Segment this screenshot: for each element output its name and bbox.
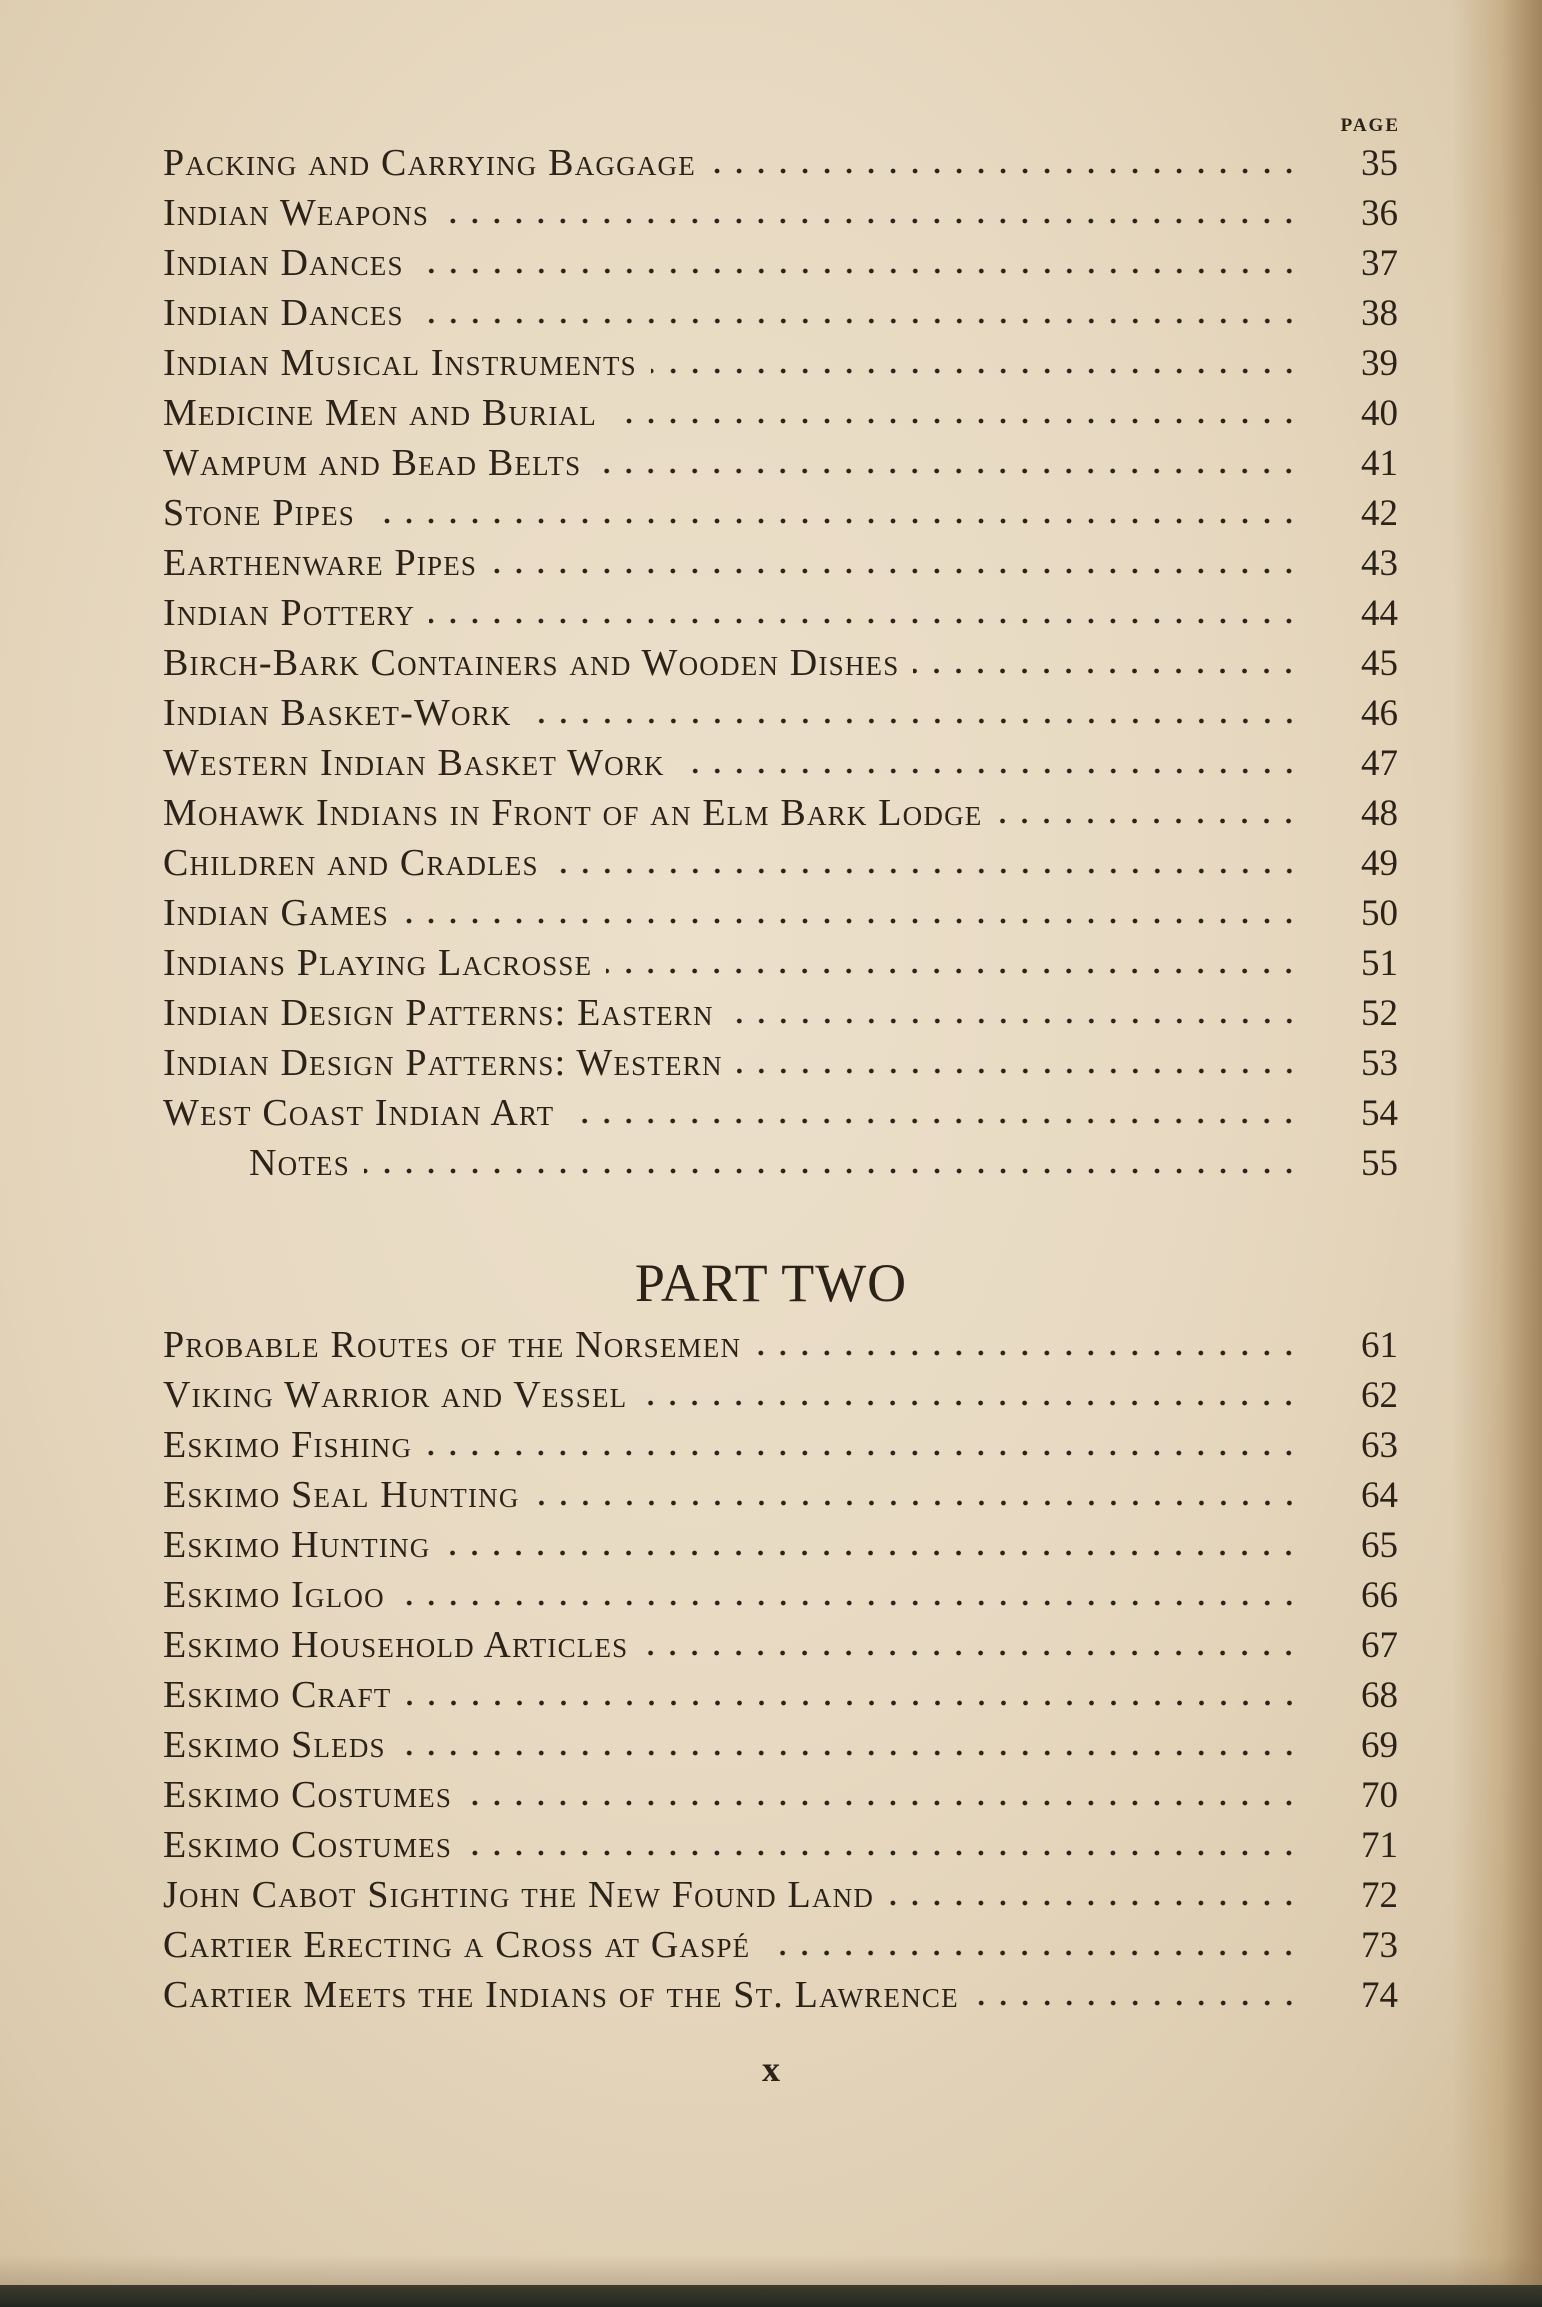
toc-entry: [163, 1520, 1398, 1570]
toc-entry-title: Eskimo Igloo: [163, 1574, 385, 1616]
dot-leader: [641, 1398, 1300, 1408]
toc-entry: [163, 1138, 1398, 1188]
dot-leader: [429, 616, 1300, 626]
dot-leader: [418, 266, 1300, 276]
toc-entry: [163, 138, 1398, 188]
toc-entry-page-number: 35: [1361, 143, 1398, 184]
dot-leader: [399, 1598, 1300, 1608]
toc-entry-title: Packing and Carrying Baggage: [163, 142, 696, 184]
dot-leader: [973, 1998, 1300, 2008]
dot-leader: [406, 1698, 1301, 1708]
toc-entry-page-number: 54: [1361, 1093, 1398, 1134]
toc-entry-page-number: 41: [1361, 443, 1398, 484]
dot-leader: [888, 1898, 1300, 1908]
toc-entry-page-number: 42: [1361, 493, 1398, 534]
toc-entry-page-number: 39: [1361, 343, 1398, 384]
toc-entry-page-number: 53: [1361, 1043, 1398, 1084]
toc-entry-title: Eskimo Sleds: [163, 1724, 386, 1766]
dot-leader: [526, 716, 1300, 726]
page-edge-shadow: [1452, 0, 1542, 2307]
toc-entry-title: Indian Dances: [163, 242, 404, 284]
toc-entry-title: Eskimo Costumes: [163, 1824, 453, 1866]
dot-leader: [403, 916, 1300, 926]
toc-entry: [163, 1970, 1398, 2020]
toc-entry: [163, 688, 1398, 738]
toc-entry-page-number: 36: [1361, 193, 1398, 234]
toc-entry-title: Cartier Meets the Indians of the St. Lawrence: [163, 1974, 959, 2016]
toc-entry: [163, 388, 1398, 438]
toc-entry-title: Indian Musical Instruments: [163, 342, 637, 384]
toc-entry: [163, 1470, 1398, 1520]
toc-entry-page-number: 47: [1361, 743, 1398, 784]
toc-entry-page-number: 67: [1361, 1625, 1398, 1666]
toc-entry: [163, 1420, 1398, 1470]
dot-leader: [534, 1498, 1300, 1508]
toc-entry-page-number: 66: [1361, 1575, 1398, 1616]
toc-entry-title: Indian Design Patterns: Eastern: [163, 992, 714, 1034]
toc-entry-page-number: 52: [1361, 993, 1398, 1034]
toc-entry-page-number: 44: [1361, 593, 1398, 634]
dot-leader: [679, 766, 1300, 776]
part-two-heading: PART TWO: [634, 1253, 908, 1313]
dot-leader: [466, 1848, 1300, 1858]
dot-leader: [400, 1748, 1300, 1758]
toc-entry-page-number: 63: [1361, 1425, 1398, 1466]
toc-entry: [163, 488, 1398, 538]
toc-entry-title: Indian Pottery: [163, 592, 416, 634]
toc-entry: [163, 1370, 1398, 1420]
toc-entry-title: Western Indian Basket Work: [163, 742, 665, 784]
dot-leader: [369, 516, 1300, 526]
dot-leader: [418, 316, 1300, 326]
toc-entry-title: Eskimo Craft: [163, 1674, 392, 1716]
toc-entry-title: Eskimo Hunting: [163, 1524, 431, 1566]
dot-leader: [737, 1066, 1300, 1076]
dot-leader: [710, 166, 1300, 176]
toc-entry-page-number: 49: [1361, 843, 1398, 884]
toc-entry-title: Children and Cradles: [163, 842, 539, 884]
dot-leader: [364, 1166, 1300, 1176]
toc-entry: [163, 888, 1398, 938]
toc-entry-page-number: 61: [1361, 1325, 1398, 1366]
dot-leader: [606, 966, 1300, 976]
page-column-header: PAGE: [1340, 115, 1400, 136]
dot-leader: [913, 666, 1300, 676]
toc-entry-title: Wampum and Bead Belts: [163, 442, 582, 484]
toc-entry: [163, 1570, 1398, 1620]
toc-entry: [163, 1670, 1398, 1720]
toc-entry-page-number: 71: [1361, 1825, 1398, 1866]
dot-leader: [755, 1348, 1300, 1358]
toc-entry: [163, 1038, 1398, 1088]
dot-leader: [595, 466, 1300, 476]
toc-entry-title: Eskimo Household Articles: [163, 1624, 629, 1666]
toc-entry-page-number: 69: [1361, 1725, 1398, 1766]
toc-entry-title: Eskimo Costumes: [163, 1774, 453, 1816]
toc-entry-title: Eskimo Fishing: [163, 1424, 413, 1466]
toc-entry: [163, 188, 1398, 238]
dot-leader: [444, 1548, 1300, 1558]
toc-entry-page-number: 46: [1361, 693, 1398, 734]
toc-entry-page-number: 38: [1361, 293, 1398, 334]
toc-entry: [163, 338, 1398, 388]
toc-entry-page-number: 51: [1361, 943, 1398, 984]
toc-entry: [163, 988, 1398, 1038]
toc-entry-page-number: 50: [1361, 893, 1398, 934]
toc-entry-title: Mohawk Indians in Front of an Elm Bark Lodge: [163, 792, 983, 834]
dot-leader: [996, 816, 1300, 826]
toc-entry-title: Cartier Erecting a Cross at Gaspé: [163, 1924, 751, 1966]
toc-entry-title: Earthenware Pipes: [163, 542, 478, 584]
toc-part-one-list: [163, 138, 1398, 1188]
toc-entry-page-number: 73: [1361, 1925, 1398, 1966]
toc-entry-title: Birch-Bark Containers and Wooden Dishes: [163, 642, 900, 684]
dot-leader: [466, 1798, 1300, 1808]
dot-leader: [426, 1448, 1300, 1458]
toc-entry: [163, 1770, 1398, 1820]
toc-entry-title: Indian Design Patterns: Western: [163, 1042, 723, 1084]
dot-leader: [764, 1948, 1300, 1958]
toc-entry: [163, 1320, 1398, 1370]
toc-entry: [163, 638, 1398, 688]
toc-entry-page-number: 72: [1361, 1875, 1398, 1916]
dot-leader: [728, 1016, 1300, 1026]
toc-entry-page-number: 37: [1361, 243, 1398, 284]
toc-entry-page-number: 43: [1361, 543, 1398, 584]
toc-entry: [163, 438, 1398, 488]
toc-entry-page-number: 64: [1361, 1475, 1398, 1516]
toc-entry-title: Indian Weapons: [163, 192, 430, 234]
toc-entry-title: Notes: [249, 1142, 350, 1184]
cover-edge: [0, 2285, 1542, 2307]
toc-entry-title: Medicine Men and Burial: [163, 392, 597, 434]
toc-entry-title: Stone Pipes: [163, 492, 355, 534]
toc-entry-page-number: 48: [1361, 793, 1398, 834]
dot-leader: [568, 1116, 1300, 1126]
toc-part-two-list: [163, 1320, 1398, 2020]
dot-leader: [491, 566, 1300, 576]
dot-leader: [443, 216, 1300, 226]
dot-leader: [642, 1648, 1300, 1658]
toc-entry-title: John Cabot Sighting the New Found Land: [163, 1874, 875, 1916]
page-number: x: [762, 2049, 780, 2089]
toc-entry-page-number: 45: [1361, 643, 1398, 684]
toc-entry: [163, 538, 1398, 588]
toc-entry-title: Indian Games: [163, 892, 389, 934]
toc-entry: [163, 1820, 1398, 1870]
toc-entry: [163, 1720, 1398, 1770]
page-bottom-tint: [0, 2255, 1542, 2285]
toc-entry: [163, 838, 1398, 888]
toc-entry-page-number: 70: [1361, 1775, 1398, 1816]
dot-leader: [651, 366, 1300, 376]
toc-entry: [163, 788, 1398, 838]
toc-entry: [163, 238, 1398, 288]
toc-entry: [163, 738, 1398, 788]
toc-entry-title: Indian Basket-Work: [163, 692, 512, 734]
toc-entry: [163, 288, 1398, 338]
toc-entry-page-number: 62: [1361, 1375, 1398, 1416]
toc-entry: [163, 1088, 1398, 1138]
toc-entry-title: West Coast Indian Art: [163, 1092, 555, 1134]
dot-leader: [611, 416, 1300, 426]
toc-entry-page-number: 65: [1361, 1525, 1398, 1566]
toc-entry-page-number: 55: [1361, 1143, 1398, 1184]
toc-entry: [163, 1920, 1398, 1970]
toc-entry-title: Indian Dances: [163, 292, 404, 334]
dot-leader: [553, 866, 1300, 876]
toc-entry-title: Viking Warrior and Vessel: [163, 1374, 628, 1416]
toc-entry: [163, 1870, 1398, 1920]
toc-entry: [163, 588, 1398, 638]
toc-entry-title: Probable Routes of the Norsemen: [163, 1324, 742, 1366]
toc-entry-title: Indians Playing Lacrosse: [163, 942, 593, 984]
toc-entry: [163, 1620, 1398, 1670]
toc-entry-title: Eskimo Seal Hunting: [163, 1474, 520, 1516]
toc-entry-page-number: 74: [1361, 1975, 1398, 2016]
toc-entry-page-number: 68: [1361, 1675, 1398, 1716]
toc-entry: [163, 938, 1398, 988]
toc-entry-page-number: 40: [1361, 393, 1398, 434]
